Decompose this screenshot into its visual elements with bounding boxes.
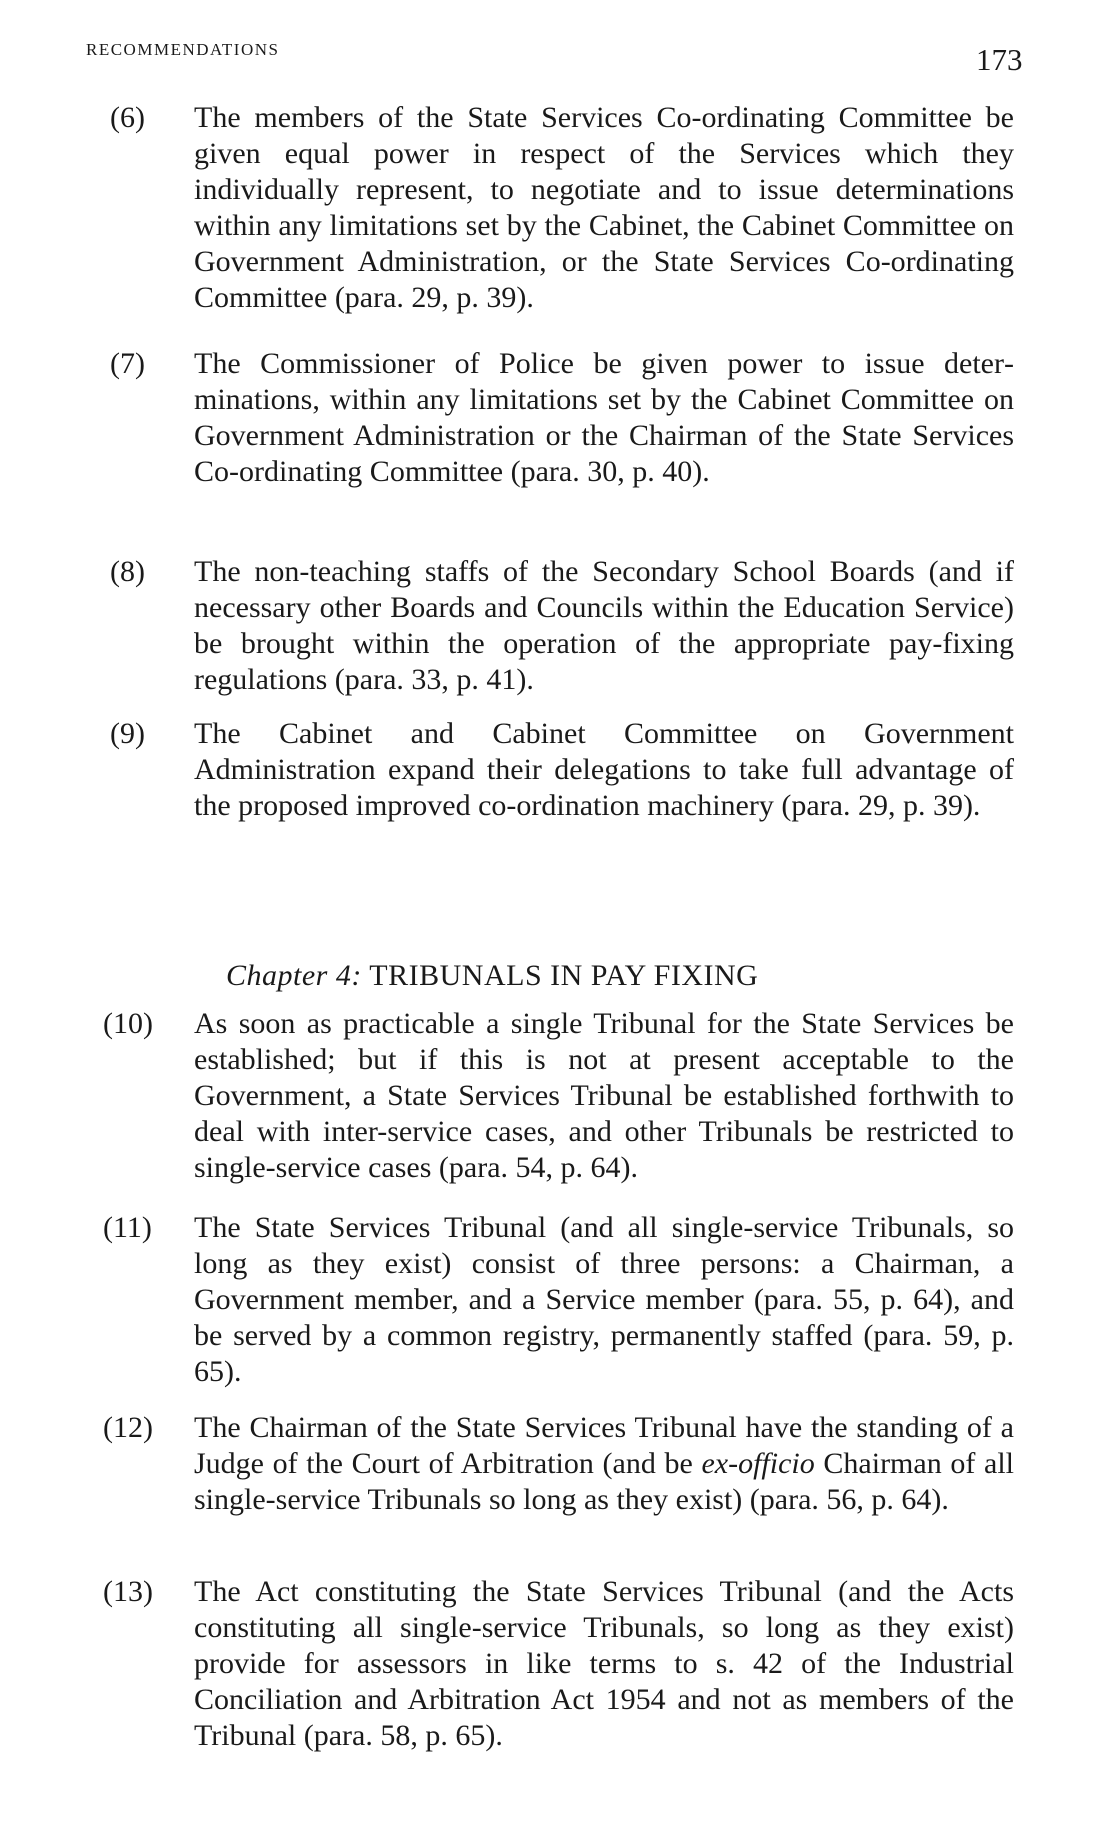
item-text-italic: ex-officio [701,1447,815,1480]
item-text: The non-teaching staffs of the Secondary School Boards (and if necessary other Boards and Councils within the Education Service) be brought within the operation of the appropriate pay-fixing regulations (para. 33, p. 41). [194,555,1014,696]
item-text-part: Chairman of all single-service Tribunals so long as they exist) (para. 56, p. 64). [194,1447,1014,1516]
chapter-label: Chapter 4: [226,959,362,992]
item-number: (10) [103,1007,153,1040]
item-number: (9) [110,717,145,750]
item-number: (8) [110,555,145,588]
page-number: 173 [976,42,1023,77]
item-text: The Commissioner of Police be given power to issue determinations, within any limitations set by the Cabinet Committee on Government Administration or the Chairman of the State Services Co-ordinating Committee (para. 30, p. 40). [194,347,1014,488]
item-text: The Act constituting the State Services Tribunal (and the Acts constituting all single-service Tribunals, so long as they exist) provide for assessors in like terms to s. 42 of the Industrial Conciliation and Arbitration Act 1954 and not as members of the Tribunal (para. 58, p. 65). [194,1575,1014,1752]
item-number: (13) [103,1575,153,1608]
item-text: The State Services Tribunal (and all single-service Tribunals, so long as they exist) consist of three persons: a Chairman, a Government member, and a Service member (para. 55, p. 64), and be served by a common registry, permanently staffed (para. 59, p. 65). [194,1211,1014,1388]
item-text: The members of the State Services Co-ordinating Committee be given equal power in respect of the Services which they individually represent, to negotiate and to issue determinations within any limitations set by the Cabinet, the Cabinet Committee on Government Administration, or the State Services Co-ordinating Committee (para. 29, p. 39). [194,101,1014,314]
item-number: (7) [110,347,145,380]
item-number: (6) [110,101,145,134]
item-number: (12) [103,1411,153,1444]
item-text-part: The Chairman of the State Services Tribunal have the standing of a Judge of the Court of Arbitration (and be [194,1411,1014,1480]
chapter-title: TRIBUNALS IN PAY FIXING [369,959,759,992]
chapter-heading [226,958,758,994]
item-number: (11) [103,1211,152,1244]
running-head: RECOMMENDATIONS [86,40,280,59]
item-text: As soon as practicable a single Tribunal for the State Services be established; but if this is not at present acceptable to the Government, a State Services Tribunal be established forthwith to deal with inter-service cases, and other Tribunals be restricted to single-service cases (para. 54, p. 64). [194,1007,1014,1184]
item-text [194,1410,1014,1518]
item-text: The Cabinet and Cabinet Committee on Government Administration expand their delegations to take full advantage of the proposed improved co-ordination machinery (para. 29, p. 39). [194,717,1014,822]
